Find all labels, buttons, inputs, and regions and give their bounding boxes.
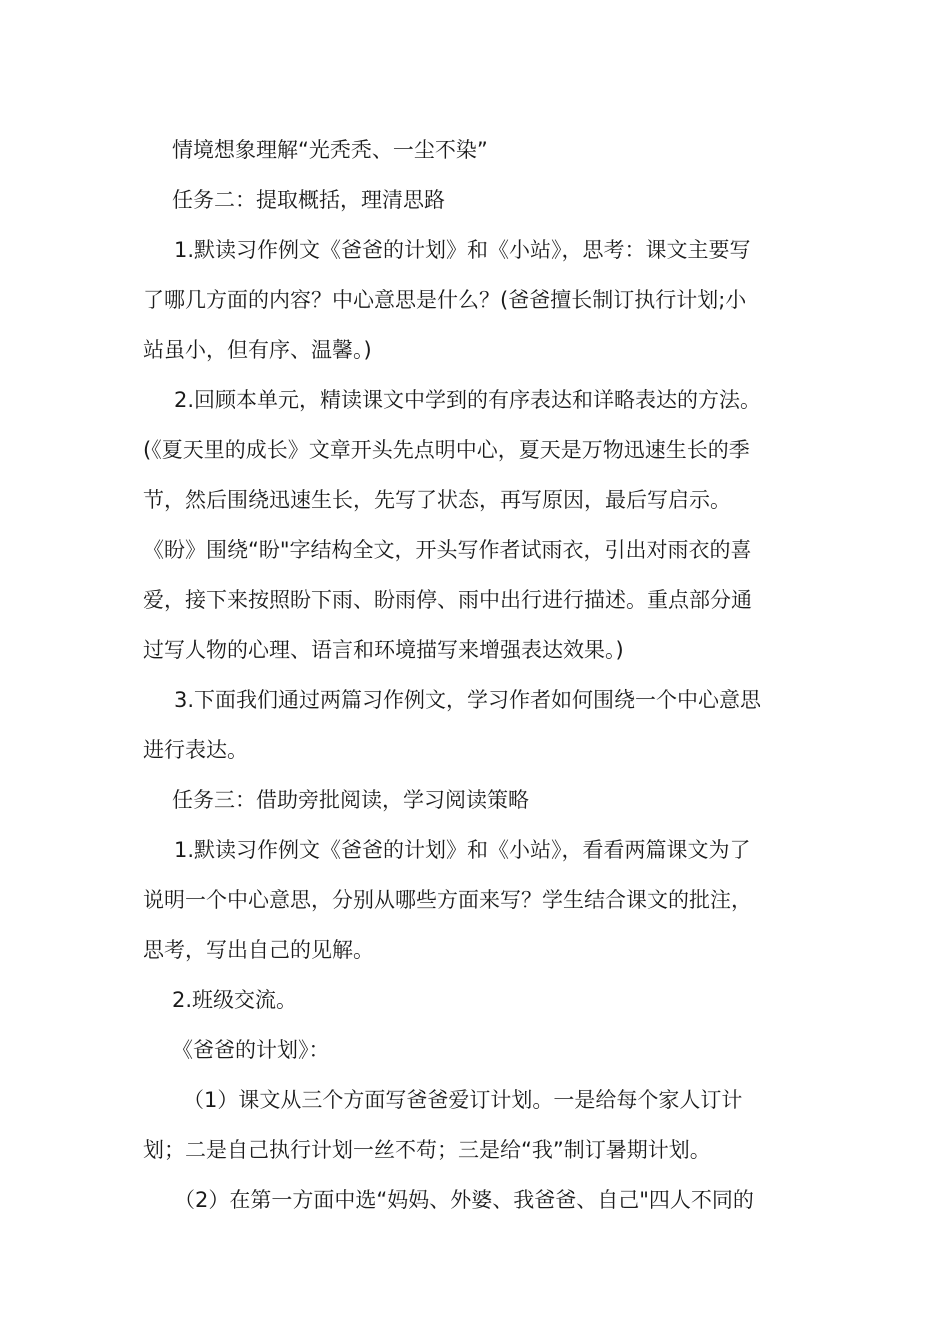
text-line: 站虽小，但有序、温馨。) (143, 338, 372, 362)
document-body (143, 125, 808, 1225)
text-line: 2.回顾本单元，精读课文中学到的有序表达和详略表达的方法。 (174, 388, 762, 412)
text-line: 过写人物的心理、语言和环境描写来增强表达效果。) (143, 638, 624, 662)
text-line: 1.默读习作例文《爸爸的计划》和《小站》，思考：课文主要写 (174, 238, 751, 262)
text-line: 说明一个中心意思，分别从哪些方面来写？学生结合课文的批注， (143, 888, 752, 912)
text-line: 进行表达。 (143, 738, 248, 762)
text-line: 1.默读习作例文《爸爸的计划》和《小站》，看看两篇课文为了 (174, 838, 751, 862)
text-line: （2）在第一方面中选“妈妈、外婆、我爸爸、自己"四人不同的 (174, 1188, 754, 1212)
text-line: 了哪几方面的内容？中心意思是什么？(爸爸擅长制订执行计划;小 (143, 288, 747, 312)
text-line: 情境想象理解“光秃秃、一尘不染” (172, 138, 488, 162)
text-line: 划；二是自己执行计划一丝不苟；三是给“我”制订暑期计划。 (143, 1138, 711, 1162)
section-heading: 任务三：借助旁批阅读，学习阅读策略 (172, 788, 529, 812)
text-line: 节，然后围绕迅速生长，先写了状态，再写原因，最后写启示。 (143, 488, 731, 512)
text-line: 3.下面我们通过两篇习作例文，学习作者如何围绕一个中心意思 (174, 688, 762, 712)
text-line: 《盼》围绕“盼"字结构全文，开头写作者试雨衣，引出对雨衣的喜 (143, 538, 752, 562)
text-line: 思考，写出自己的见解。 (143, 938, 374, 962)
text-line: 《爸爸的计划》： (172, 1038, 330, 1062)
text-line: 2.班级交流。 (172, 988, 298, 1012)
text-line: (《夏天里的成长》文章开头先点明中心，夏天是万物迅速生长的季 (143, 438, 750, 462)
text-line: 爱，接下来按照盼下雨、盼雨停、雨中出行进行描述。重点部分通 (143, 588, 752, 612)
text-line: （1）课文从三个方面写爸爸爱订计划。一是给每个家人订计 (183, 1088, 743, 1112)
section-heading: 任务二：提取概括，理清思路 (172, 188, 445, 212)
